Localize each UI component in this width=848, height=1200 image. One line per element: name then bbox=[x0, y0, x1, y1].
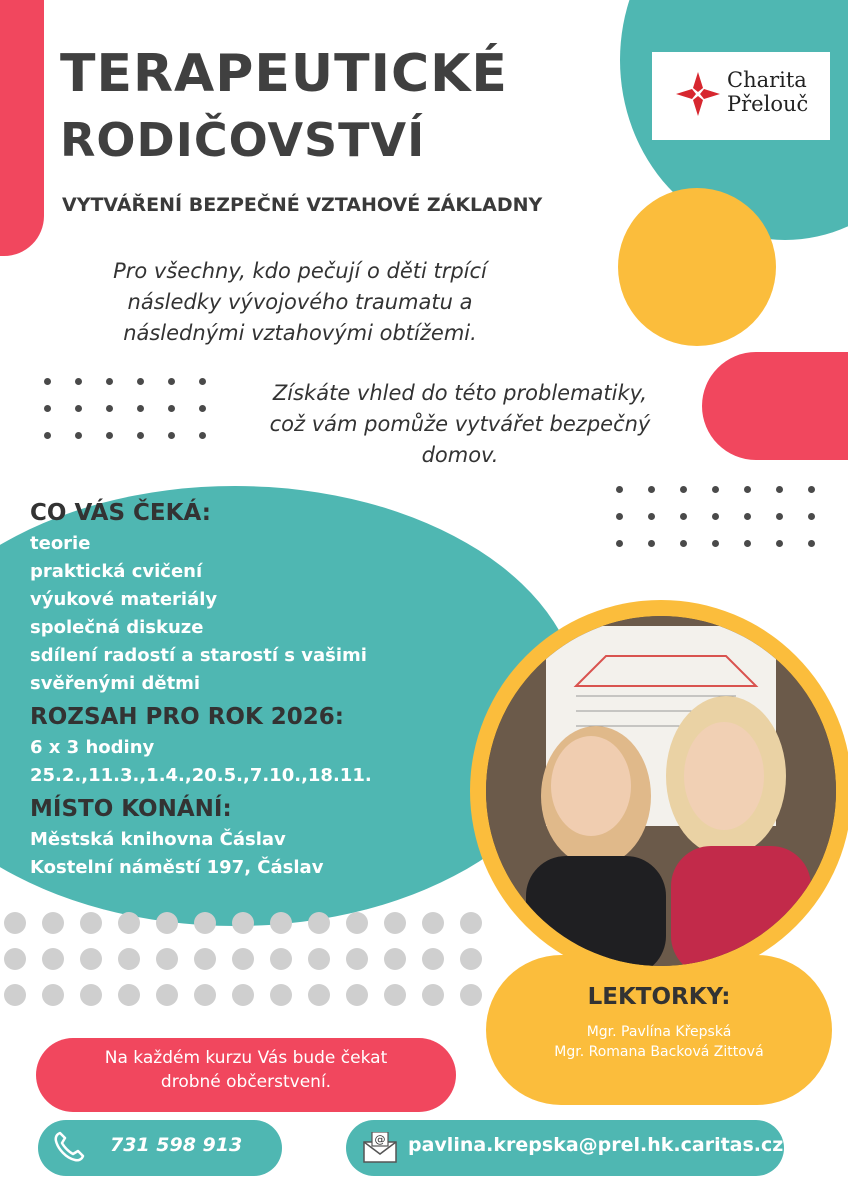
phone-icon bbox=[52, 1130, 86, 1164]
list-item: praktická cvičení bbox=[30, 561, 203, 582]
refreshment-line2: drobné občerstvení. bbox=[160, 1072, 332, 1092]
email-address[interactable]: pavlina.krepska@prel.hk.caritas.cz bbox=[408, 1134, 784, 1156]
intro-line1: Pro všechny, kdo pečují o děti trpící bbox=[113, 259, 487, 283]
list-item: 6 x 3 hodiny bbox=[30, 737, 155, 758]
yellow-circle-decoration bbox=[618, 188, 776, 346]
lecturers-photo-illustration bbox=[486, 616, 836, 966]
charita-cross-icon bbox=[672, 68, 724, 120]
refreshment-line1: Na každém kurzu Vás bude čekat bbox=[104, 1048, 388, 1068]
refreshment-text bbox=[36, 1046, 456, 1094]
logo-line2: Přelouč bbox=[727, 92, 809, 116]
gain-line1: Získáte vhled do této problematiky, bbox=[272, 381, 648, 405]
title-line1: TERAPEUTICKÉ bbox=[60, 44, 508, 104]
benefit-text bbox=[220, 378, 700, 471]
dot-grid-right bbox=[616, 486, 840, 567]
intro-line2: následky vývojového traumatu a bbox=[127, 290, 473, 314]
lecturer-name: Mgr. Romana Backová Zittová bbox=[554, 1044, 764, 1060]
expect-heading: CO VÁS ČEKÁ: bbox=[30, 500, 211, 526]
subtitle: VYTVÁŘENÍ BEZPEČNÉ VZTAHOVÉ ZÁKLADNY bbox=[62, 194, 543, 216]
list-item: společná diskuze bbox=[30, 617, 204, 638]
lecturer-name: Mgr. Pavlína Křepská bbox=[586, 1024, 732, 1040]
intro-line3: následnými vztahovými obtížemi. bbox=[123, 321, 477, 345]
coral-corner-shape bbox=[0, 0, 44, 256]
venue-heading: MÍSTO KONÁNÍ: bbox=[30, 796, 232, 822]
scope-heading: ROZSAH PRO ROK 2026: bbox=[30, 704, 344, 730]
list-item: výukové materiály bbox=[30, 589, 218, 610]
lecturers-photo bbox=[486, 616, 836, 966]
lecturers-list bbox=[486, 1022, 832, 1062]
list-item: 25.2.,11.3.,1.4.,20.5.,7.10.,18.11. bbox=[30, 765, 372, 786]
list-item: svěřenými dětmi bbox=[30, 673, 201, 694]
intro-text bbox=[50, 256, 550, 349]
coral-pill-decoration bbox=[702, 352, 848, 460]
svg-text:@: @ bbox=[374, 1133, 386, 1146]
logo-text bbox=[727, 68, 808, 116]
list-item: Městská knihovna Čáslav bbox=[30, 829, 286, 850]
dot-grid-left bbox=[44, 378, 230, 459]
list-item: sdílení radostí a starostí s vašimi bbox=[30, 645, 367, 666]
envelope-at-icon bbox=[362, 1132, 398, 1164]
lecturers-heading: LEKTORKY: bbox=[587, 984, 731, 1010]
list-item: teorie bbox=[30, 533, 91, 554]
logo-line1: Charita bbox=[727, 68, 807, 92]
title-line2: RODIČOVSTVÍ bbox=[60, 113, 426, 167]
phone-number[interactable]: 731 598 913 bbox=[110, 1134, 243, 1156]
grey-dot-pattern bbox=[4, 912, 498, 1020]
expect-list bbox=[30, 530, 367, 698]
scope-list bbox=[30, 734, 372, 790]
venue-list bbox=[30, 826, 323, 882]
gain-line3: domov. bbox=[421, 443, 499, 467]
list-item: Kostelní náměstí 197, Čáslav bbox=[30, 857, 324, 878]
gain-line2: což vám pomůže vytvářet bezpečný bbox=[269, 412, 651, 436]
